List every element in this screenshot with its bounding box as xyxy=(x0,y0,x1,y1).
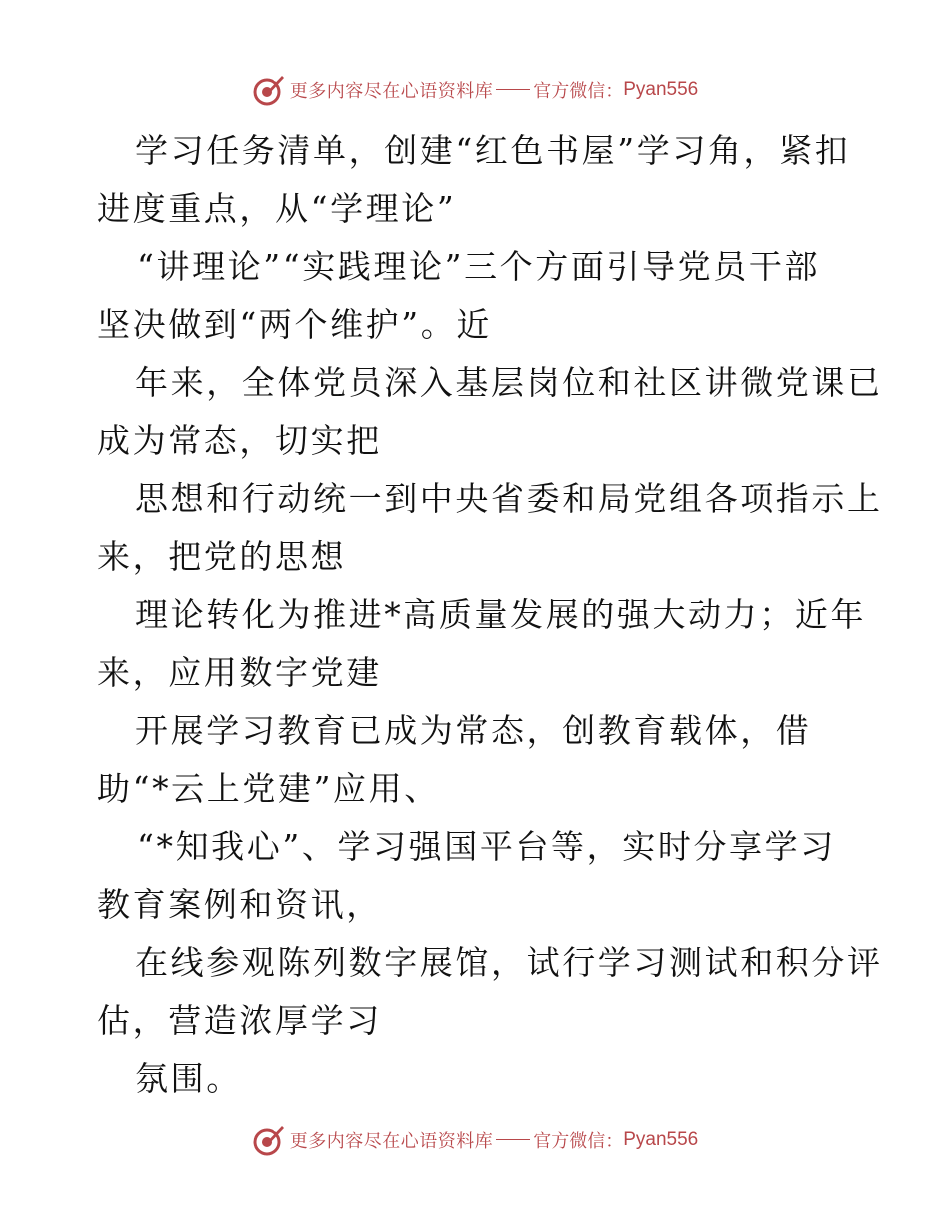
header-wechat-label: 官方微信： xyxy=(533,81,624,102)
header-wechat-id: Pyan556 xyxy=(623,79,699,100)
body-line: 理论转化为推进*高质量发展的强大动力；近年 xyxy=(135,595,867,634)
document-body xyxy=(97,122,883,1108)
body-line: 来，应用数字党建 xyxy=(97,653,382,692)
body-line: “*知我心”、学习强国平台等，实时分享学习 xyxy=(137,827,836,866)
footer-brand-text: 更多内容尽在心语资料库 xyxy=(289,1131,494,1152)
body-line: “讲理论”“实践理论”三个方面引导党员干部 xyxy=(137,247,821,286)
body-line: 来，把党的思想 xyxy=(97,537,347,576)
body-line: 年来，全体党员深入基层岗位和社区讲微党课已 xyxy=(135,363,883,402)
quill-logo-icon xyxy=(252,1123,286,1157)
body-line: 估，营造浓厚学习 xyxy=(97,1001,382,1040)
body-line: 成为常态，切实把 xyxy=(97,421,382,460)
quill-logo-icon xyxy=(252,73,286,107)
body-line: 坚决做到“两个维护”。近 xyxy=(97,305,492,344)
body-line: 教育案例和资讯， xyxy=(97,885,382,924)
body-line: 氛围。 xyxy=(135,1059,242,1098)
body-line: 在线参观陈列数字展馆，试行学习测试和积分评 xyxy=(135,943,883,982)
body-line: 开展学习教育已成为常态，创教育载体，借 xyxy=(135,711,812,750)
header-brand-text: 更多内容尽在心语资料库 xyxy=(289,81,494,102)
footer-wechat-label: 官方微信： xyxy=(533,1131,624,1152)
footer-dash xyxy=(496,1139,530,1140)
body-line: 助“*云上党建”应用、 xyxy=(97,769,440,808)
header-watermark xyxy=(0,70,950,110)
footer-watermark xyxy=(0,1120,950,1160)
header-dash xyxy=(496,89,530,90)
body-line: 思想和行动统一到中央省委和局党组各项指示上 xyxy=(135,479,883,518)
footer-wechat-id: Pyan556 xyxy=(623,1129,699,1150)
body-line: 学习任务清单，创建“红色书屋”学习角，紧扣 xyxy=(135,131,851,170)
body-line: 进度重点，从“学理论” xyxy=(97,189,457,228)
